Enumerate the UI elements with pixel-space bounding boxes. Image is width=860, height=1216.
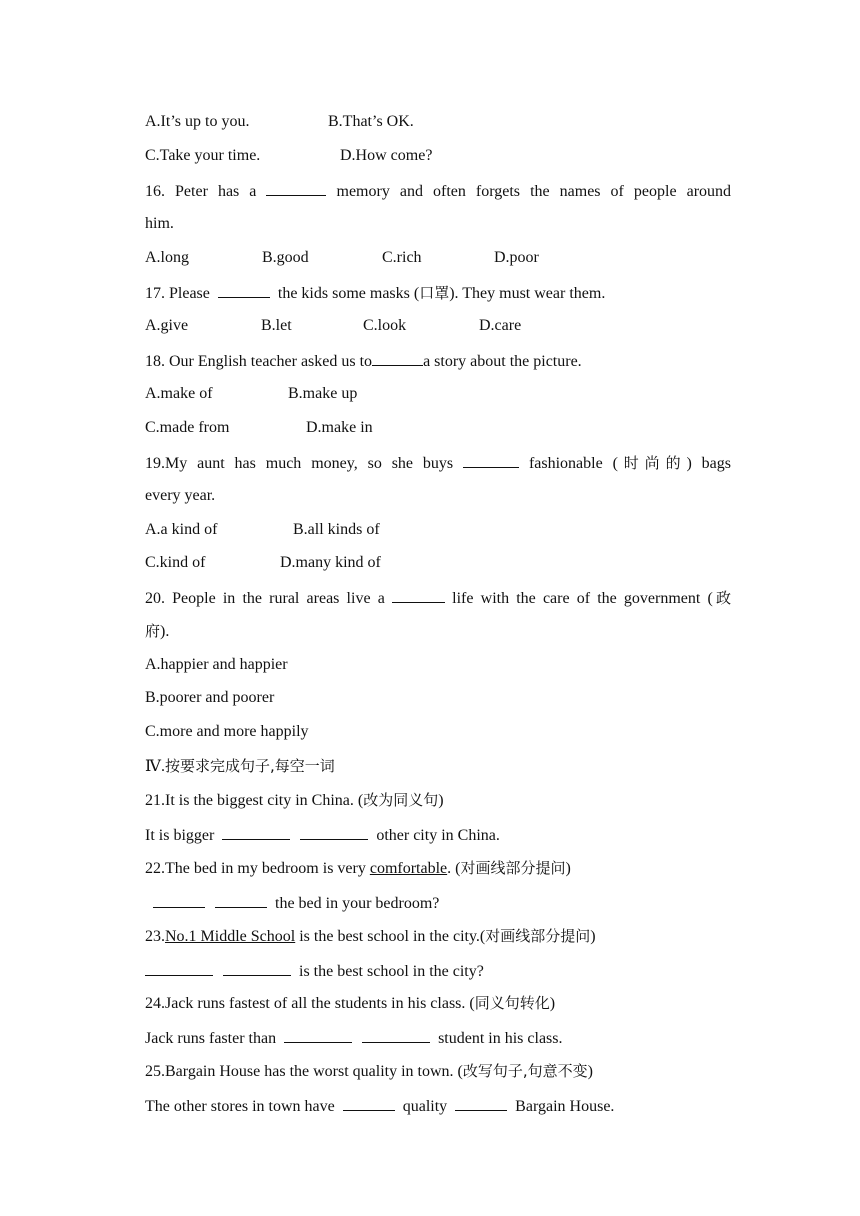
q22-blank-2[interactable] — [215, 892, 267, 908]
q21-instruction: 改为同义句 — [363, 791, 439, 809]
q22-answer-line — [145, 892, 731, 912]
q23-blank-2[interactable] — [223, 960, 291, 976]
q20-option-b: B.poorer and poorer — [145, 689, 275, 706]
section-4-number: Ⅳ. — [145, 758, 165, 775]
q20-option-c: C.more and more happily — [145, 723, 309, 740]
q25-stem-text: 25.Bargain House has the worst quality in town. ( — [145, 1063, 463, 1080]
q20-stem-text: 20. People in the rural areas live a — [145, 590, 385, 607]
q19-stem-fashionable: fashionable ( — [528, 455, 618, 472]
q23-answer-line — [145, 960, 731, 980]
q19-stem-bags: ) bags — [686, 455, 732, 472]
q24-answer-line — [145, 1027, 731, 1047]
q19-option-c: C.kind of — [145, 554, 206, 571]
q25-answer-text-after: Bargain House. — [515, 1098, 615, 1115]
q15-option-a: A.It’s up to you. — [145, 113, 250, 130]
q25-instruction: 改写句子,句意不变 — [462, 1062, 588, 1080]
q21-blank-2[interactable] — [300, 824, 368, 840]
q22-stem-end: ) — [565, 860, 571, 877]
q16-option-c: C.rich — [382, 249, 422, 266]
q21-stem-text: 21.It is the biggest city in China. ( — [145, 792, 364, 809]
q19-chinese-gloss: 时尚的 — [617, 454, 687, 472]
q22-stem-text: 22.The bed in my bedroom is very — [145, 860, 366, 877]
q18-stem-text-after: a story about the picture. — [423, 353, 582, 370]
q20-chinese-gloss-start: 政 — [712, 589, 732, 607]
q25-stem — [145, 1061, 731, 1081]
q17-option-a: A.give — [145, 317, 189, 334]
q20-stem-government: life with the care of the government ( — [452, 590, 713, 607]
q23-stem-text: is the best school in the city.( — [295, 928, 486, 945]
q23-blank-1[interactable] — [145, 960, 213, 976]
q22-instruction: 对画线部分提问 — [460, 859, 566, 877]
q15-option-b: B.That’s OK. — [328, 113, 414, 130]
q24-stem-end: ) — [549, 995, 556, 1012]
q16-options — [145, 248, 731, 268]
q16-stem-continued: him. — [145, 215, 174, 232]
q19-stem-text: 19.My aunt has much money, so she buys — [145, 455, 454, 472]
q15-options-row-1 — [145, 112, 731, 132]
q16-option-a: A.long — [145, 249, 189, 266]
q23-number: 23. — [145, 928, 165, 945]
q21-stem — [145, 790, 731, 810]
q17-stem-text-end: ). They must wear them. — [449, 285, 606, 302]
q16-stem-text-after: memory and often forgets the names of people around — [336, 183, 732, 200]
q17-stem-text: 17. Please — [145, 285, 210, 302]
q16-stem-text: 16. Peter has a — [145, 183, 257, 200]
q18-stem-text: 18. Our English teacher asked us to — [145, 353, 373, 370]
q15-option-c: C.Take your time. — [145, 147, 261, 164]
q24-stem — [145, 993, 731, 1013]
q24-blank-2[interactable] — [362, 1027, 430, 1043]
q24-answer-text-after: student in his class. — [438, 1030, 563, 1047]
q22-blank-1[interactable] — [153, 892, 205, 908]
q18-option-d: D.make in — [306, 419, 373, 436]
q19-option-d: D.many kind of — [280, 554, 381, 571]
q17-stem — [145, 282, 731, 302]
section-4-heading — [145, 756, 731, 776]
q19-stem-text-after — [529, 455, 731, 472]
q17-chinese-gloss: 口罩 — [419, 284, 450, 302]
q16-stem — [145, 180, 731, 200]
q21-answer-text-after: other city in China. — [376, 827, 500, 844]
q23-stem — [145, 926, 731, 946]
q17-option-b: B.let — [261, 317, 292, 334]
q23-answer-text: is the best school in the city? — [299, 963, 484, 980]
q15-options-row-2 — [145, 146, 731, 166]
q20-stem-continued — [145, 621, 731, 641]
q19-stem — [145, 452, 731, 472]
q18-option-a: A.make of — [145, 385, 213, 402]
q20-stem-end: ). — [160, 623, 170, 640]
q21-stem-end: ) — [438, 792, 444, 809]
q17-stem-text-after: the kids some masks ( — [277, 285, 420, 302]
q22-stem-after: . ( — [447, 860, 461, 877]
q20-answer-blank — [392, 587, 445, 603]
q16-option-d: D.poor — [494, 249, 539, 266]
q19-options-row-1 — [145, 520, 731, 540]
section-4-title: 按要求完成句子,每空一词 — [164, 757, 335, 775]
q18-option-b: B.make up — [288, 385, 358, 402]
q24-blank-1[interactable] — [284, 1027, 352, 1043]
q20-stem — [145, 587, 731, 607]
q22-answer-text: the bed in your bedroom? — [275, 895, 440, 912]
q19-options-row-2 — [145, 553, 731, 573]
q25-answer-text-mid: quality — [402, 1098, 448, 1115]
q25-stem-end: ) — [587, 1063, 593, 1080]
q18-options-row-2 — [145, 418, 731, 438]
q17-answer-blank — [218, 282, 270, 298]
q23-stem-end: ) — [590, 928, 596, 945]
q21-answer-text: It is bigger — [145, 827, 215, 844]
q24-stem-text: 24.Jack runs fastest of all the students in his class. ( — [145, 995, 475, 1012]
q24-instruction: 同义句转化 — [474, 994, 550, 1012]
q25-blank-1[interactable] — [343, 1095, 395, 1111]
q16-option-b: B.good — [262, 249, 309, 266]
q18-option-c: C.made from — [145, 419, 230, 436]
q22-stem — [145, 858, 731, 878]
q21-answer-line — [145, 824, 731, 844]
q18-answer-blank — [372, 350, 423, 366]
q23-instruction: 对画线部分提问 — [485, 927, 591, 945]
q18-stem — [145, 350, 731, 370]
q19-option-a: A.a kind of — [145, 521, 218, 538]
q16-answer-blank — [266, 180, 326, 196]
q15-option-d: D.How come? — [340, 147, 433, 164]
q22-underlined-word: comfortable — [369, 860, 448, 877]
q25-answer-line — [145, 1095, 731, 1115]
q19-stem-continued: every year. — [145, 487, 216, 504]
q20-stem-text-after — [452, 590, 731, 607]
q25-answer-text: The other stores in town have — [145, 1098, 335, 1115]
q18-options-row-1 — [145, 384, 731, 404]
q24-answer-text: Jack runs faster than — [145, 1030, 277, 1047]
q17-option-c: C.look — [363, 317, 407, 334]
q19-option-b: B.all kinds of — [293, 521, 380, 538]
q21-blank-1[interactable] — [222, 824, 290, 840]
q17-options — [145, 316, 731, 336]
q20-option-a: A.happier and happier — [145, 656, 288, 673]
q20-chinese-gloss-end: 府 — [145, 622, 161, 640]
q23-underlined-phrase: No.1 Middle School — [165, 928, 296, 945]
q17-option-d: D.care — [479, 317, 522, 334]
q25-blank-2[interactable] — [455, 1095, 507, 1111]
q19-answer-blank — [463, 452, 519, 468]
